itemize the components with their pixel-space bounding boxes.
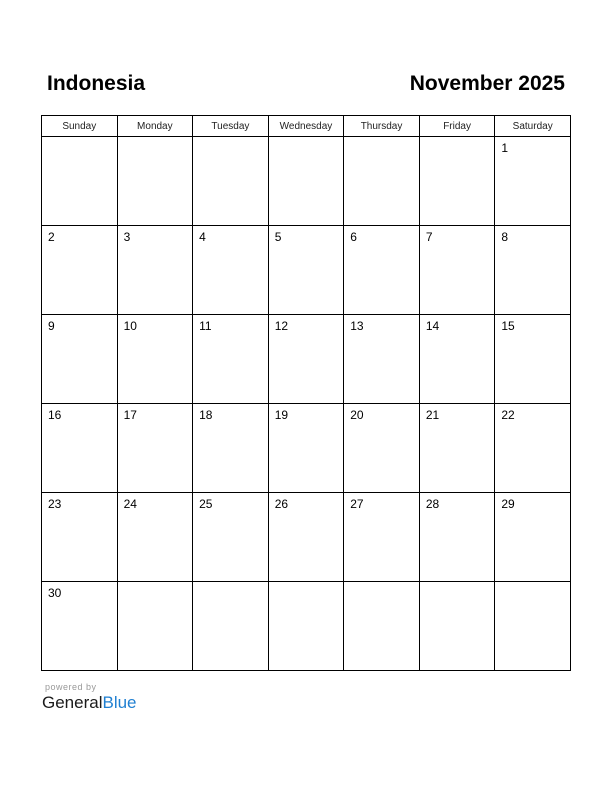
day-cell [419, 404, 495, 493]
day-number: 9 [48, 319, 55, 333]
day-number: 24 [123, 497, 137, 511]
day-cell [419, 137, 495, 226]
day-number: 11 [199, 319, 212, 333]
day-number [420, 137, 495, 141]
day-number: 19 [274, 408, 289, 422]
day-number: 23 [48, 497, 62, 511]
day-number: 7 [425, 230, 433, 244]
week-row [42, 404, 571, 493]
day-number: 29 [501, 497, 515, 511]
day-cell [42, 315, 118, 404]
country-title: Indonesia [47, 72, 146, 95]
day-cell [495, 226, 571, 315]
brand-logo[interactable] [42, 693, 137, 713]
day-number: 15 [501, 319, 515, 333]
day-cell [344, 226, 420, 315]
day-number: 12 [274, 319, 289, 333]
day-cell [419, 315, 495, 404]
day-cell [117, 493, 193, 582]
weekday-header-row [42, 116, 571, 137]
day-cell [117, 226, 193, 315]
day-number: 22 [501, 408, 515, 422]
day-number: 20 [350, 408, 364, 422]
day-cell [42, 404, 118, 493]
weekday-header: Wednesday [268, 116, 344, 137]
day-cell [495, 315, 571, 404]
day-cell [495, 137, 571, 226]
day-cell [193, 315, 269, 404]
day-cell [42, 582, 118, 671]
brand-blue: Blue [102, 693, 137, 712]
calendar-grid [41, 115, 571, 671]
weekday-header: Monday [117, 116, 193, 137]
day-number [42, 137, 117, 141]
day-cell [344, 582, 420, 671]
day-number: 18 [199, 408, 213, 422]
day-number: 5 [274, 230, 282, 244]
day-number: 26 [274, 497, 289, 511]
day-cell [344, 493, 420, 582]
day-cell [419, 493, 495, 582]
month-year-title: November 2025 [409, 72, 565, 95]
day-number [420, 582, 495, 586]
day-cell [117, 582, 193, 671]
day-number [269, 137, 344, 141]
day-cell [268, 493, 344, 582]
day-number: 6 [350, 230, 357, 244]
day-number: 3 [123, 230, 131, 244]
day-number [495, 582, 570, 586]
day-number: 21 [425, 408, 440, 422]
day-number [269, 582, 344, 586]
day-number: 13 [350, 319, 364, 333]
day-number [193, 137, 268, 141]
weekday-header: Tuesday [193, 116, 269, 137]
day-number: 10 [123, 319, 137, 333]
week-row [42, 226, 571, 315]
day-cell [419, 582, 495, 671]
day-cell [42, 226, 118, 315]
day-cell [193, 493, 269, 582]
day-cell [268, 315, 344, 404]
weekday-header: Sunday [42, 116, 118, 137]
powered-by-text: powered by [45, 682, 97, 692]
day-number: 16 [48, 408, 62, 422]
day-cell [42, 137, 118, 226]
day-number [344, 137, 419, 141]
day-cell [344, 137, 420, 226]
week-row [42, 493, 571, 582]
day-cell [344, 315, 420, 404]
day-number: 8 [501, 230, 509, 244]
day-cell [117, 404, 193, 493]
day-number: 30 [48, 586, 62, 600]
day-number [118, 582, 193, 586]
day-cell [344, 404, 420, 493]
day-number: 17 [123, 408, 137, 422]
brand-general: General [42, 693, 103, 712]
day-number [118, 137, 193, 141]
weekday-header: Thursday [344, 116, 420, 137]
day-cell [42, 493, 118, 582]
day-cell [268, 226, 344, 315]
weekday-header: Friday [419, 116, 495, 137]
day-cell [495, 582, 571, 671]
day-number: 25 [199, 497, 213, 511]
day-number: 2 [48, 230, 55, 244]
weekday-header: Saturday [495, 116, 571, 137]
day-number: 14 [425, 319, 440, 333]
week-row [42, 315, 571, 404]
day-cell [495, 404, 571, 493]
day-cell [193, 404, 269, 493]
day-cell [268, 137, 344, 226]
day-number: 4 [199, 230, 206, 244]
day-cell [419, 226, 495, 315]
day-cell [268, 404, 344, 493]
day-cell [117, 137, 193, 226]
day-cell [268, 582, 344, 671]
day-number: 28 [425, 497, 440, 511]
day-cell [193, 137, 269, 226]
day-number [193, 582, 268, 586]
day-number: 27 [350, 497, 364, 511]
day-number: 1 [501, 141, 509, 155]
day-number [344, 582, 419, 586]
day-cell [495, 493, 571, 582]
week-row [42, 137, 571, 226]
day-cell [117, 315, 193, 404]
week-row [42, 582, 571, 671]
day-cell [193, 582, 269, 671]
day-cell [193, 226, 269, 315]
